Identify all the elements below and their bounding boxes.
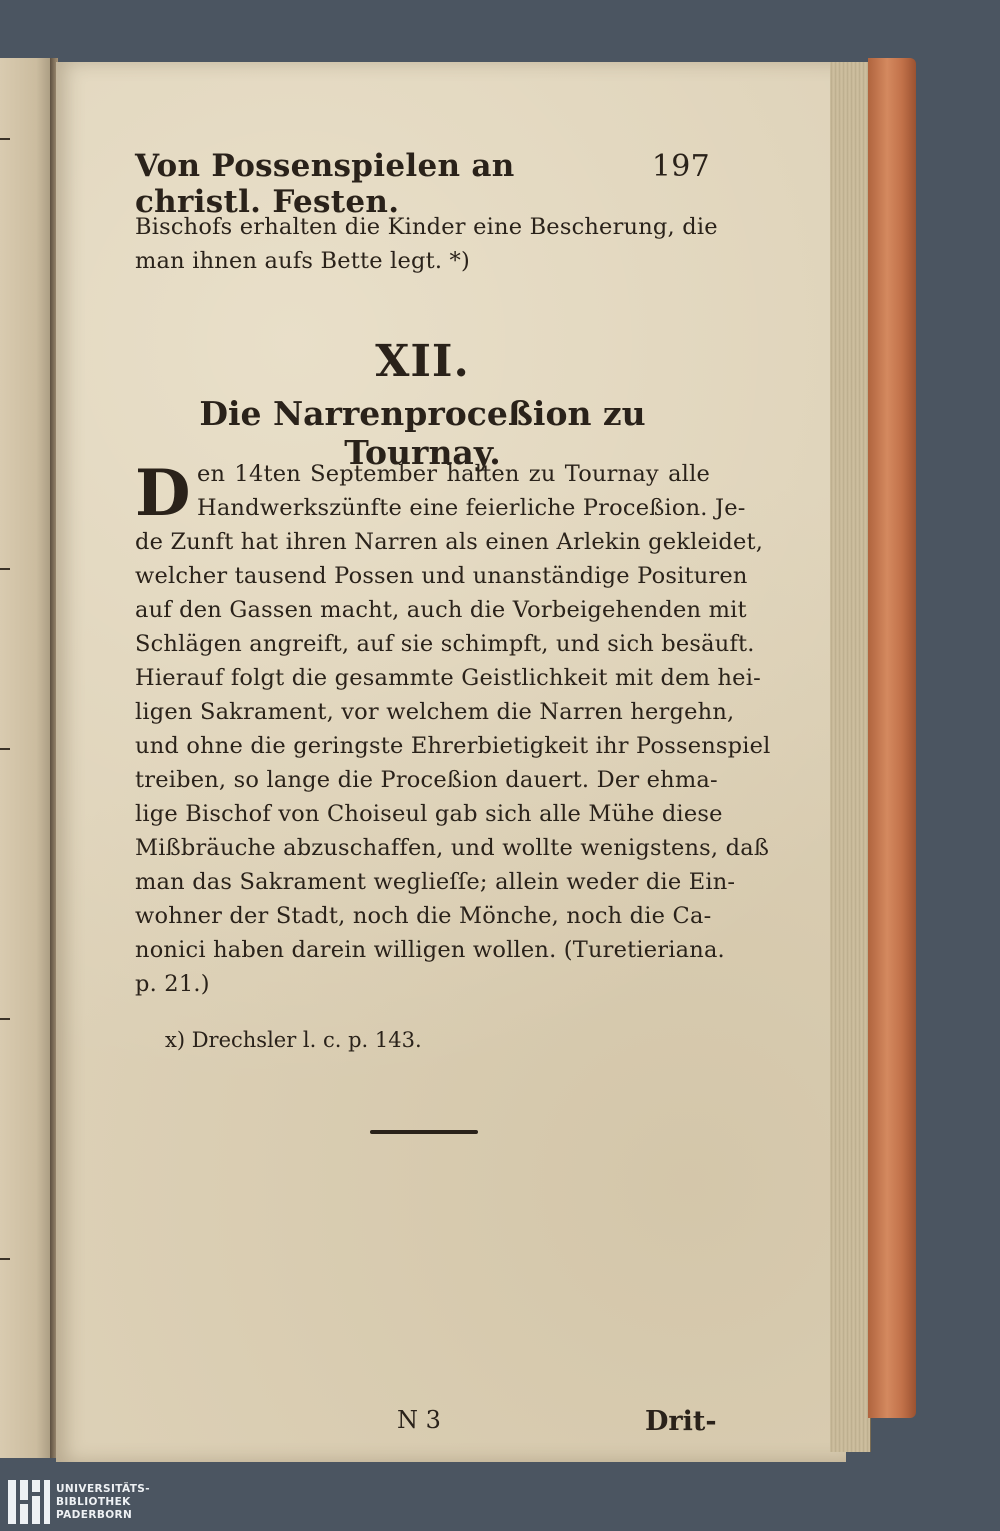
library-logo-mark-icon	[8, 1480, 50, 1524]
logo-line: PADERBORN	[56, 1508, 133, 1521]
chapter-title: Die Narrenproceßion zu Tournay.	[199, 394, 646, 472]
footnote: x) Drechsler l. c. p. 143.	[165, 1028, 422, 1052]
end-rule	[370, 1130, 478, 1134]
body-line: treiben, so lange die Proceßion dauert. Der ehma-	[135, 767, 718, 793]
book-cover	[868, 58, 916, 1418]
body-line: wohner der Stadt, noch die Mönche, noch die Ca-	[135, 903, 712, 929]
drop-cap: D	[135, 456, 191, 531]
body-line: und ohne die geringste Ehrerbietigkeit ihr Possenspiel	[135, 733, 771, 759]
body-line: man das Sakrament weglieſſe; allein weder die Ein-	[135, 869, 736, 895]
body-line: p. 21.)	[135, 971, 210, 997]
body-line: Hierauf folgt die gesammte Geistlichkeit mit dem hei-	[135, 665, 761, 691]
signature-mark: N 3	[397, 1406, 441, 1434]
running-head-title: Von Possenspielen an christl. Festen.	[135, 148, 515, 220]
intro-line: man ihnen aufs Bette legt. *)	[135, 248, 470, 274]
body-line: Schlägen angreift, auf sie schimpft, und sich besäuft.	[135, 631, 755, 657]
body-line: Mißbräuche abzuschaffen, und wollte wenigstens, daß	[135, 835, 770, 861]
page-edges	[830, 62, 871, 1452]
body-line: de Zunft hat ihren Narren als einen Arlekin gekleidet,	[135, 529, 764, 555]
intro-line: Bischofs erhalten die Kinder eine Bescherung, die	[135, 214, 718, 240]
library-logo	[8, 1480, 150, 1524]
running-head	[135, 148, 710, 220]
chapter-number: XII.	[375, 336, 470, 387]
body-line: auf den Gassen macht, auch die Vorbeigehenden mit	[135, 597, 747, 623]
body-line: welcher tausend Possen und unanständige Posituren	[135, 563, 748, 589]
body-line: lige Bischof von Choiseul gab sich alle Mühe diese	[135, 801, 723, 827]
body-line: nonici haben darein willigen wollen. (Turetieriana.	[135, 937, 725, 963]
catchword: Drit-	[645, 1406, 717, 1437]
page-number: 197	[651, 149, 710, 184]
body-line: ligen Sakrament, vor welchem die Narren hergehn,	[135, 699, 735, 725]
left-page-fragment	[0, 58, 54, 1458]
library-logo-text	[56, 1483, 150, 1522]
logo-line: UNIVERSITÄTS-	[56, 1482, 151, 1495]
logo-line: BIBLIOTHEK	[56, 1495, 131, 1508]
body-line: en 14ten September halten zu Tournay alle	[197, 461, 710, 487]
body-line: Handwerkszünfte eine feierliche Proceßion. Je-	[197, 495, 746, 521]
